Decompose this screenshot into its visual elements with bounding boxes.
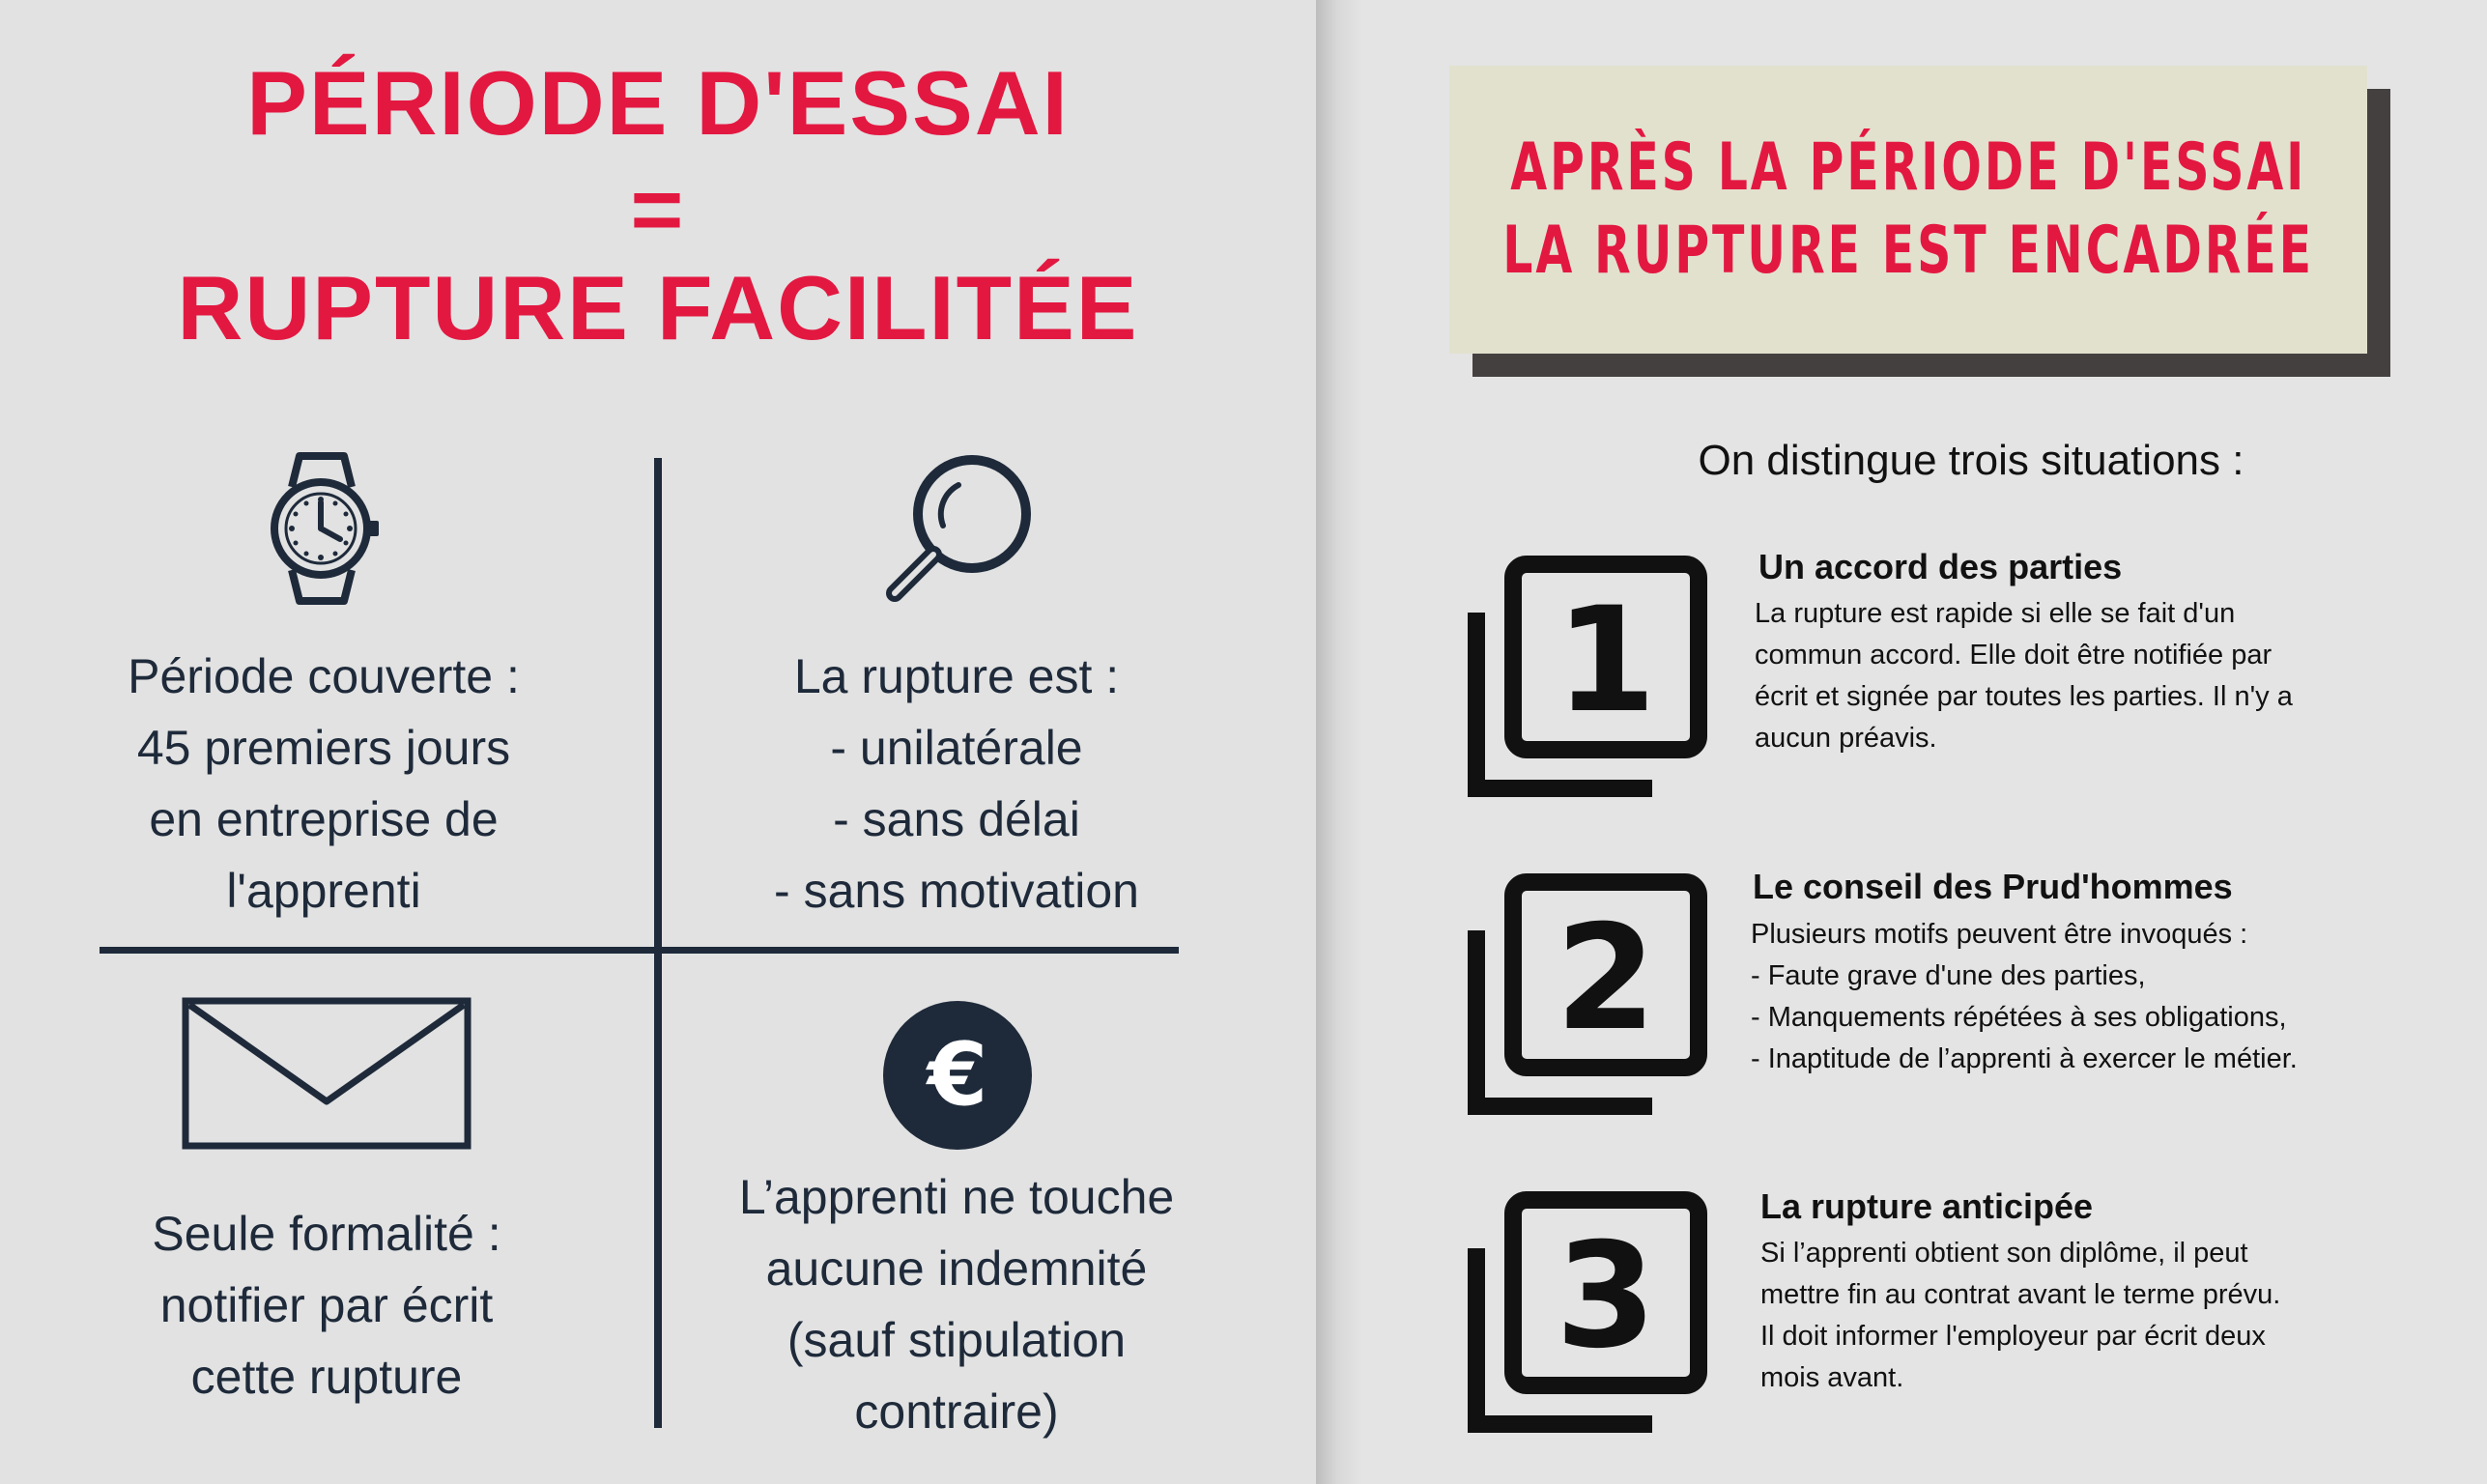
- number-3-icon: [1457, 1190, 1710, 1443]
- main-title-line1: PÉRIODE D'ESSAI: [246, 52, 1070, 154]
- envelope-icon: [182, 997, 472, 1150]
- item-title: Le conseil des Prud'hommes: [1753, 867, 2233, 906]
- banner-line2: LA RUPTURE EST ENCADRÉE: [1502, 213, 2314, 289]
- text-line: (sauf stipulation: [786, 1313, 1127, 1367]
- item-number: 2: [1555, 895, 1657, 1063]
- quadrant-indemnity-text: [667, 1161, 1246, 1447]
- text-line: mois avant.: [1760, 1362, 1904, 1393]
- page-gutter: [1316, 0, 1362, 1484]
- euro-symbol: €: [927, 1024, 988, 1126]
- text-line: en entreprise de: [149, 792, 499, 846]
- item-number: 3: [1555, 1213, 1657, 1381]
- text-line: La rupture est rapide si elle se fait d'un: [1755, 598, 2236, 629]
- text-line: - Inaptitude de l’apprenti à exercer le métier.: [1751, 1043, 2298, 1074]
- text-line: - unilatérale: [830, 721, 1083, 775]
- text-line: 45 premiers jours: [136, 721, 511, 775]
- text-line: cette rupture: [190, 1350, 463, 1404]
- item-number: 1: [1555, 577, 1657, 745]
- watch-icon: [259, 450, 385, 607]
- quadrant-period-text: [29, 641, 618, 927]
- item-title: La rupture anticipée: [1760, 1186, 2094, 1226]
- quadrant-rupture-text: [667, 641, 1246, 927]
- euro-icon: [883, 1001, 1032, 1150]
- item-title: Un accord des parties: [1758, 547, 2123, 586]
- subtitle: On distingue trois situations :: [1698, 437, 2244, 484]
- text-line: - sans motivation: [774, 864, 1139, 918]
- title-equals-sign: =: [630, 158, 686, 260]
- text-line: notifier par écrit: [159, 1278, 494, 1332]
- quadrant-formality-text: [29, 1198, 624, 1413]
- text-line: Si l’apprenti obtient son diplôme, il peut: [1760, 1238, 2248, 1269]
- text-line: Seule formalité :: [152, 1207, 501, 1261]
- main-title-line2: RUPTURE FACILITÉE: [177, 257, 1139, 358]
- horizontal-divider: [100, 947, 1179, 954]
- text-line: écrit et signée par toutes les parties. Il n'y a: [1755, 681, 2293, 712]
- text-line: aucun préavis.: [1755, 723, 1937, 754]
- number-2-icon: [1457, 872, 1710, 1126]
- item-description: [1755, 593, 2293, 759]
- text-line: Plusieurs motifs peuvent être invoqués :: [1751, 919, 2248, 950]
- text-line: - sans délai: [833, 792, 1080, 846]
- item-description: [1760, 1233, 2280, 1399]
- banner: [1449, 66, 2367, 354]
- text-line: Il doit informer l'employeur par écrit deux: [1760, 1321, 2266, 1352]
- text-line: L’apprenti ne touche: [738, 1170, 1175, 1224]
- magnifier-icon: [879, 450, 1040, 611]
- number-1-icon: [1457, 555, 1710, 808]
- text-line: - Faute grave d'une des parties,: [1751, 960, 2146, 991]
- text-line: l'apprenti: [226, 864, 421, 918]
- text-line: Période couverte :: [128, 649, 520, 703]
- text-line: commun accord. Elle doit être notifiée par: [1755, 640, 2273, 671]
- item-description: [1751, 914, 2298, 1080]
- text-line: mettre fin au contrat avant le terme prévu.: [1760, 1279, 2281, 1310]
- banner-line1: APRÈS LA PÉRIODE D'ESSAI: [1510, 129, 2306, 206]
- text-line: - Manquements répétées à ses obligations,: [1751, 1002, 2287, 1033]
- text-line: contraire): [854, 1384, 1059, 1439]
- vertical-divider: [654, 458, 662, 1428]
- text-line: aucune indemnité: [765, 1241, 1148, 1296]
- text-line: La rupture est :: [793, 649, 1120, 703]
